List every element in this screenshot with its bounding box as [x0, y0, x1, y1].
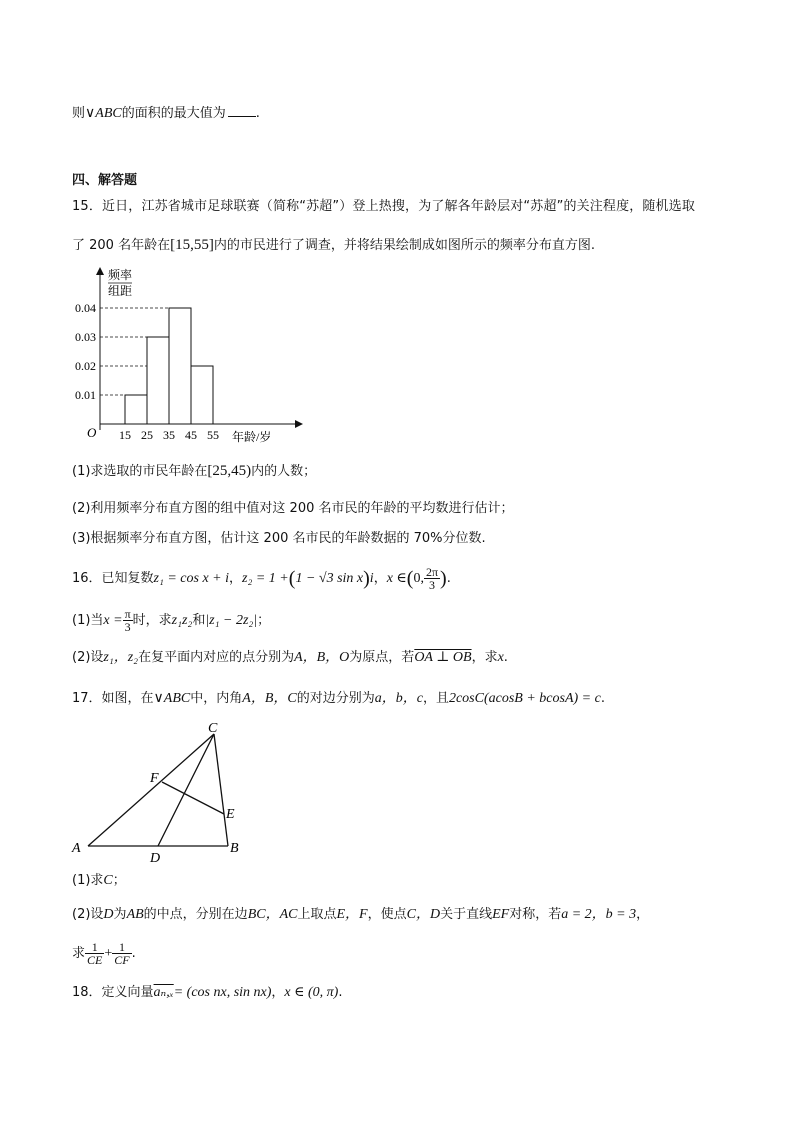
q16-domain-open: ( — [406, 567, 414, 590]
q17-p2-f: ，使点 — [367, 907, 407, 922]
q16-p1-expr1: z₁z₂ — [171, 613, 193, 628]
q16-p1-frac — [123, 608, 133, 633]
q17-p2-a: (2)设 — [72, 907, 104, 922]
q17-frac2 — [112, 941, 131, 966]
y-tick-label: 0.02 — [75, 359, 96, 373]
q17-frac1-num: 1 — [85, 941, 104, 954]
q17-p1-c: C — [103, 873, 113, 888]
q17-triangle: ∨ABC — [153, 691, 191, 706]
q18-end: . — [338, 985, 343, 1000]
side-ac — [88, 734, 214, 846]
q16-domain-close: ) — [440, 567, 447, 590]
q18-sep: ， — [271, 985, 285, 1000]
q18-stem — [72, 984, 342, 1002]
q16-p2-expr: OA ⊥ OB — [414, 650, 472, 665]
q17-eq: 2cosC(acosB + bcosA) = c — [448, 691, 601, 706]
q17-frac2-den: CF — [114, 953, 130, 967]
label-e: E — [226, 807, 235, 822]
q15-part3: (3)根据频率分布直方图，估计这 200 名市民的年龄数据的 70%分位数. — [72, 531, 486, 546]
answer-blank — [228, 104, 256, 117]
origin-label: O — [87, 425, 97, 440]
q15-interval: [15,55] — [170, 237, 214, 253]
q15-stem-a: 了 200 名年龄在 — [72, 238, 171, 253]
q17-p2-vals: a = 2，b = 3 — [561, 907, 637, 922]
q17-p2-pts: E，F — [336, 907, 368, 922]
q15-stem-line1: 15．近日，江苏省城市足球联赛（简称“苏超”）登上热搜，为了解各年龄层对“苏超”的关注程度，随机选取 — [72, 199, 695, 214]
q18-domain: x ∈ (0, π) — [284, 985, 339, 1000]
q14-tail-line — [72, 104, 260, 123]
label-f: F — [150, 771, 159, 786]
q17-p2-ab: AB — [126, 907, 144, 922]
q16-part1 — [72, 608, 270, 633]
x-tick-label: 45 — [185, 428, 197, 442]
q15-p1-b: 内的人数； — [251, 464, 317, 479]
q16-p2-pts: A，B，O — [294, 650, 350, 665]
q16-z2-c: i — [369, 571, 374, 586]
y-tick-label: 0.04 — [75, 301, 96, 315]
x-tick-label: 55 — [207, 428, 219, 442]
triangle-figure — [68, 718, 268, 868]
q16-p1-x: x = — [103, 613, 123, 628]
q17-p2-sides: BC，AC — [247, 907, 298, 922]
label-d: D — [150, 851, 161, 866]
q17-frac1 — [85, 941, 104, 966]
q17-p2-b: 为 — [113, 907, 127, 922]
q16-part2 — [72, 649, 508, 667]
y-tick-label: 0.03 — [75, 330, 96, 344]
q17-p2-e: 上取点 — [297, 907, 337, 922]
q17-p2-d: D — [103, 907, 114, 922]
q16-z1: z₁ = cos x + i — [153, 571, 230, 586]
q17-p1-b: ； — [112, 873, 126, 888]
x-tick-label: 15 — [119, 428, 131, 442]
q15-stem-line2 — [72, 236, 595, 255]
q16-p2-b: 在复平面内对应的点分别为 — [138, 650, 295, 665]
y-label-bottom: 组距 — [108, 284, 133, 298]
x-tick-label: 35 — [163, 428, 175, 442]
q16-p2-e: . — [503, 650, 508, 665]
q17-sides: a，b，c — [374, 691, 423, 706]
q16-p2-a: (2)设 — [72, 650, 104, 665]
q17-p2-c: 的中点，分别在边 — [143, 907, 248, 922]
q16-frac — [424, 566, 440, 591]
q17-stem-b: 中，内角 — [190, 691, 243, 706]
q15-part1 — [72, 462, 316, 481]
label-c: C — [208, 721, 218, 736]
q16-p1-d: ； — [257, 613, 271, 628]
q17-stem-e: . — [600, 691, 605, 706]
q14-suffix: 的面积的最大值为 — [121, 106, 226, 121]
q16-z2-a: z₂ = 1 + — [242, 571, 289, 586]
q15-p1-interval: [25,45) — [207, 463, 252, 479]
histogram-bar — [125, 395, 147, 424]
q16-p1-b: 时，求 — [132, 613, 172, 628]
q16-p1-den: 3 — [124, 620, 131, 634]
q17-stem-a: 17．如图，在 — [72, 691, 154, 706]
side-bc — [214, 734, 228, 846]
q18-vector: aₙ,ₓ — [153, 985, 174, 1000]
q16-p2-c: 为原点，若 — [349, 650, 415, 665]
q16-stem-a: 16．已知复数 — [72, 571, 154, 586]
q16-p2-x: x — [497, 650, 504, 665]
histogram-bar — [147, 337, 169, 424]
q16-sep: ， — [229, 571, 243, 586]
q17-plus: + — [104, 946, 113, 961]
q17-angles: A，B，C — [242, 691, 297, 706]
q17-part2-cont — [72, 940, 136, 968]
q17-p1-a: (1)求 — [72, 873, 104, 888]
q16-p2-z: z₁，z₂ — [103, 650, 139, 665]
histogram-bar — [169, 308, 191, 424]
q15-p1-a: (1)求选取的市民年龄在 — [72, 464, 208, 479]
q16-paren-close: ) — [363, 567, 370, 590]
q16-frac-num: 2π — [425, 565, 439, 579]
q17-p2-i: ， — [636, 907, 650, 922]
q15-stem-b: 内的市民进行了调查，并将结果绘制成如图所示的频率分布直方图. — [213, 238, 595, 253]
q17-frac1-den: CE — [87, 953, 103, 967]
y-tick-label: 0.01 — [75, 388, 96, 402]
q16-p1-c: 和 — [192, 613, 206, 628]
q14-prefix: 则 — [72, 106, 86, 121]
q16-frac-den: 3 — [428, 578, 435, 592]
q17-p3-end: . — [131, 946, 136, 961]
q16-end: . — [446, 571, 451, 586]
q16-z2-b: 1 − √3 sin x — [295, 571, 364, 586]
q16-p1-expr2: |z₁ − 2z₂| — [205, 613, 258, 628]
q16-sep2: ， — [373, 571, 387, 586]
section-title: 四、解答题 — [72, 173, 138, 188]
q16-stem — [72, 566, 451, 591]
y-label-top: 频率 — [108, 268, 133, 282]
q14-end: . — [255, 106, 260, 121]
q16-p2-d: ，求 — [471, 650, 498, 665]
segment-ef — [162, 782, 224, 814]
label-b: B — [230, 841, 239, 856]
q16-p1-num: π — [124, 607, 131, 621]
q17-p2-g: 关于直线 — [440, 907, 493, 922]
q16-domain-a: x ∈ — [386, 571, 407, 586]
q17-part2 — [72, 906, 649, 924]
q15-part2: (2)利用频率分布直方图的组中值对这 200 名市民的年龄的平均数进行估计； — [72, 501, 514, 516]
segment-cd — [158, 734, 214, 846]
q17-p3-a: 求 — [72, 946, 86, 961]
q17-p2-cd: C，D — [406, 907, 441, 922]
q18-eq: = (cos nx, sin nx) — [173, 985, 272, 1000]
q17-frac2-num: 1 — [112, 941, 131, 954]
q14-triangle: ∨ABC — [85, 106, 122, 121]
q17-stem-d: ，且 — [422, 691, 449, 706]
x-tick-label: 25 — [141, 428, 153, 442]
q18-stem-a: 18．定义向量 — [72, 985, 154, 1000]
histogram — [70, 262, 310, 444]
q17-part1 — [72, 872, 126, 890]
x-axis-label: 年龄/岁 — [232, 430, 272, 444]
q16-p1-a: (1)当 — [72, 613, 104, 628]
q17-stem-c: 的对边分别为 — [296, 691, 375, 706]
q17-stem — [72, 690, 605, 708]
q16-paren-open: ( — [288, 567, 296, 590]
q17-p2-ef: EF — [492, 907, 510, 922]
q16-domain-b: 0, — [413, 571, 424, 586]
label-a: A — [72, 841, 81, 856]
histogram-bar — [191, 366, 213, 424]
q17-p2-h: 对称，若 — [509, 907, 562, 922]
